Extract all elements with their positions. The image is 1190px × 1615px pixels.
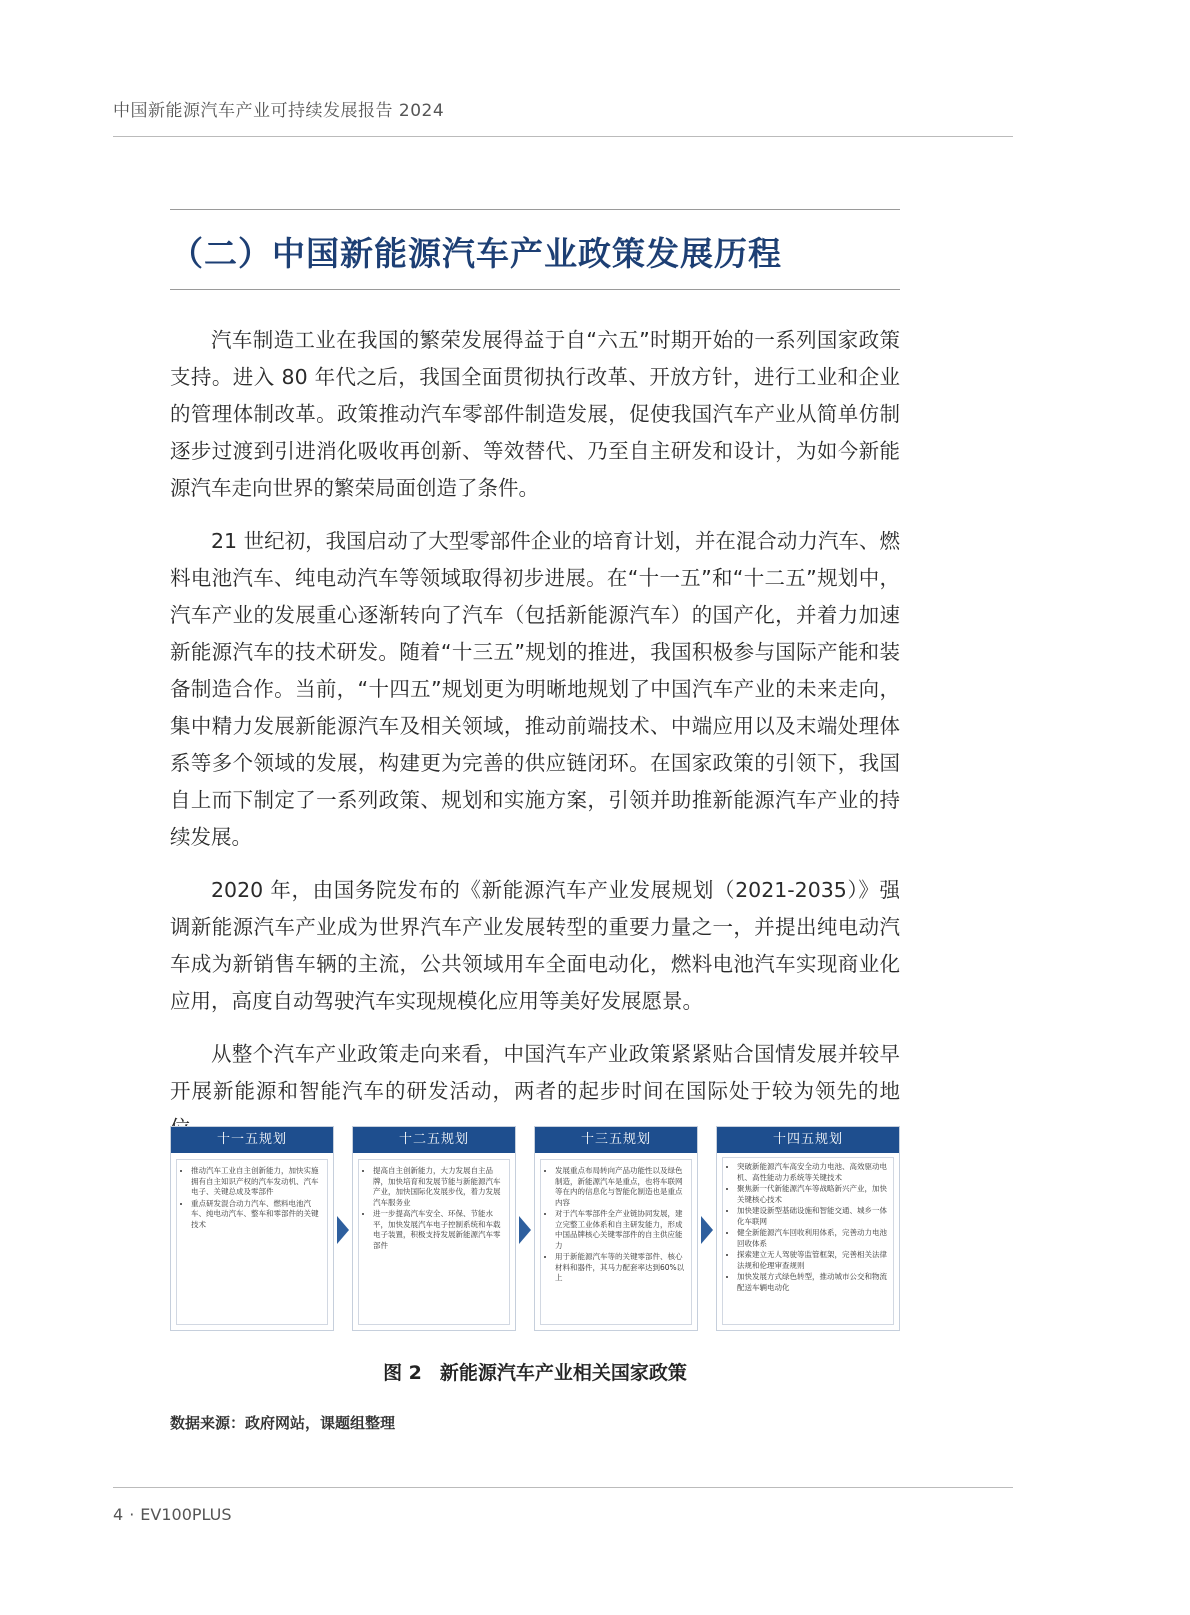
body-text (170, 322, 900, 1163)
policy-panel-14th-plan (716, 1126, 900, 1331)
figure-caption (170, 1358, 900, 1385)
panel-item: • 发展重点布局转向产品功能性以及绿色制造，新能源汽车是重点，也将车联网等在内的信息化与智能化制造也是重点内容 (555, 1166, 687, 1208)
panel-item: • 聚焦新一代新能源汽车等战略新兴产业，加快关键核心技术 (737, 1184, 889, 1205)
panel-item: • 对于汽车零部件全产业链协同发展，建立完整工业体系和自主研发能力，形成中国品牌核心关键零部件的自主供应能力 (555, 1209, 687, 1251)
panel-body (540, 1159, 692, 1325)
footer-divider (113, 1487, 1013, 1488)
panel-item: • 重点研发混合动力汽车、燃料电池汽车、纯电动汽车、整车和零部件的关键技术 (191, 1199, 323, 1231)
panel-item: • 突破新能源汽车高安全动力电池、高效驱动电机、高性能动力系统等关键技术 (737, 1162, 889, 1183)
panel-item: • 健全新能源汽车回收利用体系，完善动力电池回收体系 (737, 1228, 889, 1249)
panel-item: • 进一步提高汽车安全、环保、节能水平，加快发展汽车电子控制系统和车载电子装置，积极支持发展新能源汽车零部件 (373, 1209, 505, 1251)
policy-panel-13th-plan (534, 1126, 698, 1331)
paragraph-3: 2020 年，由国务院发布的《新能源汽车产业发展规划（2021-2035）》强调新能源汽车产业成为世界汽车产业发展转型的重要力量之一，并提出纯电动汽车成为新销售车辆的主流，公共领域用车全面电动化，燃料电池汽车实现商业化应用，高度自动驾驶汽车实现规模化应用等美好发展愿景。 (170, 878, 900, 1013)
figure-caption-text: 新能源汽车产业相关国家政策 (439, 1362, 687, 1384)
figure-number: 图 2 (383, 1362, 422, 1384)
panel-list (181, 1166, 323, 1230)
panel-item: • 探索建立无人驾驶等监管框架，完善相关法律法规和伦理审查规则 (737, 1250, 889, 1271)
panel-body (176, 1159, 328, 1325)
policy-figure (170, 1126, 900, 1331)
footer-brand: EV100PLUS (140, 1505, 232, 1524)
arrow-right-icon (701, 1216, 713, 1244)
footer (113, 1505, 232, 1524)
panel-body (722, 1157, 894, 1325)
paragraph-2: 21 世纪初，我国启动了大型零部件企业的培育计划，并在混合动力汽车、燃料电池汽车、纯电动汽车等领域取得初步进展。在“十一五”和“十二五”规划中，汽车产业的发展重心逐渐转向了汽车（包括新能源汽车）的国产化，并着力加速新能源汽车的技术研发。随着“十三五”规划的推进，我国积极参与国际产能和装备制造合作。当前，“十四五”规划更为明晰地规划了中国汽车产业的未来走向，集中精力发展新能源汽车及相关领域，推动前端技术、中端应用以及末端处理体系等多个领域的发展，构建更为完善的供应链闭环。在国家政策的引领下，我国自上而下制定了一系列政策、规划和实施方案，引领并助推新能源汽车产业的持续发展。 (170, 529, 900, 849)
arrow-right-icon (337, 1216, 349, 1244)
panel-list (727, 1162, 889, 1293)
panel-item: • 加快发展方式绿色转型，推动城市公交和物流配送车辆电动化 (737, 1272, 889, 1293)
paragraph-4: 从整个汽车产业政策走向来看，中国汽车产业政策紧紧贴合国情发展并较早开展新能源和智能汽车的研发活动，两者的起步时间在国际处于较为领先的地 (170, 1042, 900, 1103)
panel-item: • 推动汽车工业自主创新能力，加快实施拥有自主知识产权的汽车发动机、汽车电子、关键总成及零部件 (191, 1166, 323, 1198)
policy-panel-11th-plan (170, 1126, 334, 1331)
panel-title: 十一五规划 (171, 1127, 333, 1153)
section-title: （二）中国新能源汽车产业政策发展历程 (170, 234, 782, 273)
running-header: 中国新能源汽车产业可持续发展报告 2024 (113, 101, 445, 121)
footer-separator: · (129, 1505, 135, 1524)
panel-list (363, 1166, 505, 1251)
panel-item: • 加快建设新型基础设施和智能交通、城乡一体化车联网 (737, 1206, 889, 1227)
panel-list (545, 1166, 687, 1284)
header-divider (113, 136, 1013, 137)
source-note: 数据来源：政府网站，课题组整理 (170, 1414, 396, 1432)
paragraph-1: 汽车制造工业在我国的繁荣发展得益于自“六五”时期开始的一系列国家政策支持。进入 80 年代之后，我国全面贯彻执行改革、开放方针，进行工业和企业的管理体制改革。政策推动汽车零部件制造发展，促使我国汽车产业从简单仿制逐步过渡到引进消化吸收再创新、等效替代、乃至自主研发和设计，为如今新能源汽车走向世界的繁荣局面创造了条件。 (170, 328, 900, 500)
arrow-right-icon (519, 1216, 531, 1244)
panel-body (358, 1159, 510, 1325)
panel-title: 十三五规划 (535, 1127, 697, 1153)
panel-title: 十四五规划 (717, 1127, 899, 1153)
section-top-rule (170, 209, 900, 210)
panel-title: 十二五规划 (353, 1127, 515, 1153)
panel-item: • 提高自主创新能力，大力发展自主品牌，加快培育和发展节能与新能源汽车产业，加快国际化发展步伐，着力发展汽车服务业 (373, 1166, 505, 1208)
section-bottom-rule (170, 289, 900, 290)
page-number: 4 (113, 1505, 124, 1524)
panel-item: • 用于新能源汽车等的关键零部件、核心材料和器件，其马力配套率达到60%以上 (555, 1252, 687, 1284)
policy-panel-12th-plan (352, 1126, 516, 1331)
